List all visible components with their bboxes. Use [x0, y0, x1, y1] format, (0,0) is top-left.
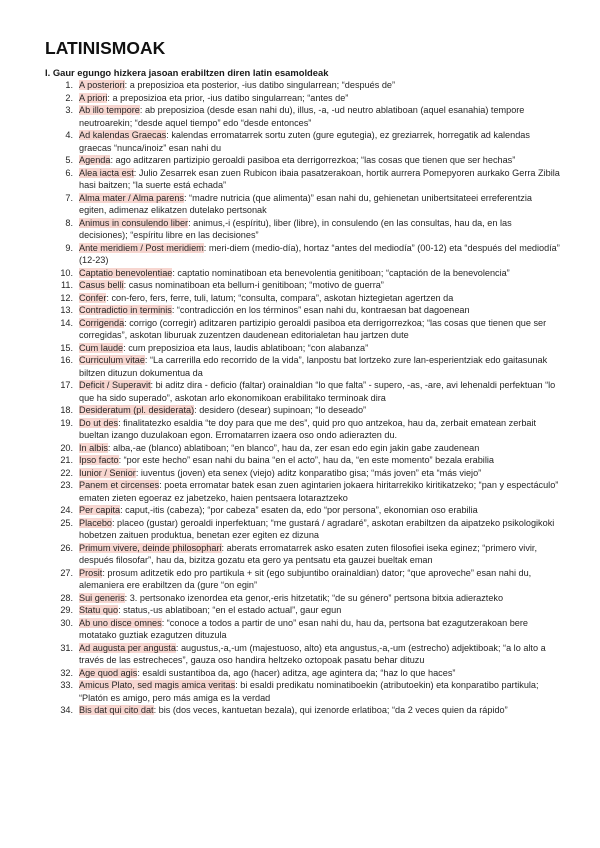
list-item	[0, 192, 600, 217]
term-description: : bi aditz dira - deficio (faltar) orainaldian “lo que falta” - supero, -as, -are, avi lehenaldi perfektuan “lo que ha sido superado”, askotan arlo ekonomikoan erabilitako terminoak dira	[79, 380, 556, 403]
term-description: : casus nominatiboan eta bellum-i genitiboan; “motivo de guerra”	[123, 280, 384, 290]
list-item	[0, 704, 600, 717]
term-description: : kalendas erromatarrek sortu zuten (gure egutegia), ez greziarrek, horregatik ad kalendas graecas “nunca/inoiz” esan nahi du	[79, 130, 530, 153]
latin-term-highlight: A priori	[79, 92, 108, 103]
term-description: : ago aditzaren partizipio geroaldi pasiboa eta derrigorrezkoa; “las cosas que tienen que ser hechas”	[110, 155, 516, 165]
latin-term-highlight: Confer	[79, 292, 107, 303]
list-item	[0, 667, 600, 680]
latin-term-highlight: Ante meridiem / Post meridiem	[79, 242, 204, 253]
latin-term-highlight: Do ut des	[79, 417, 119, 428]
latin-term-highlight: Ab uno disce omnes	[79, 617, 162, 628]
list-item	[0, 129, 600, 154]
term-description: : animus,-i (espíritu), liber (libre), in consulendo (en las consultas, hau da, en las decisiones); “espíritu libre en las decisiones”	[79, 217, 512, 240]
latin-term-highlight: Desideratum (pl. desiderata)	[79, 405, 195, 415]
list-item	[0, 504, 600, 517]
list-item-number: 12.	[60, 292, 73, 303]
term-description: : ab preposizioa (desde esan nahi du), illus, -a, -ud neutro ablatiboan (aquel esanahia) tempore neutroarekin; “desde aquel tiempo” edo “desde entonces”	[79, 105, 525, 128]
list-item-number: 9.	[65, 242, 73, 253]
latin-term-highlight: A posteriori	[79, 80, 125, 90]
list-item	[0, 292, 600, 305]
latin-term-highlight: Corrigenda	[79, 317, 125, 328]
list-item-number: 31.	[60, 642, 73, 653]
list-item	[0, 417, 600, 442]
list-item-number: 14.	[60, 317, 73, 328]
latin-term-highlight: In albis	[79, 442, 108, 453]
list-item	[0, 342, 600, 355]
latin-term-highlight: Captatio benevolentiae	[79, 267, 173, 278]
list-item-number: 28.	[60, 592, 73, 603]
list-item	[0, 454, 600, 467]
latin-term-highlight: Deficit / Superavit	[79, 380, 151, 390]
list-item-number: 24.	[60, 505, 73, 515]
list-item-number: 8.	[65, 217, 73, 228]
list-item-number: 4.	[65, 130, 73, 140]
term-description: : iuventus (joven) eta senex (viejo) aditz konparatibo gisa; “más joven” eta “más viejo”	[135, 467, 482, 478]
list-item	[0, 92, 600, 105]
term-description: : status,-us ablatiboan; “en el estado actual”, gaur egun	[118, 605, 342, 615]
latin-term-highlight: Alma mater / Alma parens	[79, 192, 184, 203]
latin-term-highlight: Ipso facto	[79, 455, 119, 465]
list-item	[0, 567, 600, 592]
latin-term-highlight: Prosit	[79, 567, 103, 578]
list-item-number: 32.	[60, 667, 73, 678]
list-item-number: 2.	[65, 92, 73, 103]
list-item-number: 34.	[60, 705, 73, 715]
latin-term-highlight: Iunior / Senior	[79, 467, 136, 478]
list-item-number: 26.	[60, 542, 73, 553]
list-item	[0, 267, 600, 280]
list-item-number: 16.	[60, 355, 73, 365]
term-description: : corrigo (corregir) aditzaren partizipio geroaldi pasiboa eta derrigorrezkoa; “las cosas que tienen que ser corregidas”, askotan liburuak zuzentzen daudenean editorialetan hau jartzen dute	[79, 317, 547, 340]
latin-term-highlight: Placebo	[79, 517, 112, 528]
list-item	[0, 304, 600, 317]
latin-term-highlight: Bis dat qui cito dat	[79, 705, 154, 715]
latin-term-highlight: Ad kalendas Graecas	[79, 130, 167, 140]
term-description: : aberats erromatarrek asko esaten zuten filosofiei iseka eginez; “primero vivir, después filosofar”, hau da, bizitza gozatu eta gero ya pentsatu eta gauzei bueltak eman	[79, 542, 537, 565]
latin-term-highlight: Animus in consulendo liber	[79, 217, 189, 228]
list-item-number: 6.	[65, 167, 73, 178]
list-item-number: 7.	[65, 192, 73, 203]
list-item-number: 33.	[60, 680, 73, 690]
list-item	[0, 542, 600, 567]
term-description: : “contradicción en los términos” esan nahi du, kontraesan bat dagoenean	[171, 305, 470, 315]
list-item	[0, 167, 600, 192]
term-description: : augustus,-a,-um (majestuoso, alto) eta angustus,-a,-um (estrecho) adjektiboak; “a lo alto a través de las estrecheces”, gauza oso handira heltzeko oztopoak pasatu behar dituzu	[79, 642, 546, 665]
latin-term-highlight: Amicus Plato, sed magis amica veritas	[79, 680, 236, 690]
latin-term-highlight: Alea iacta est	[79, 167, 134, 178]
latinism-list	[0, 79, 600, 717]
term-description: : caput,-itis (cabeza); “por cabeza” esaten da, edo “por persona”, ekonomian oso erabilia	[120, 505, 478, 515]
list-item-number: 19.	[60, 417, 73, 428]
term-description: : prosum aditzetik edo pro partikula + sit (ego subjuntibo orainaldian) dator; “que aproveche” esan nahi du, alemaniera ere erabiltzen da (gure “on egin”	[79, 567, 532, 590]
list-item-number: 1.	[65, 80, 73, 90]
term-description: : “madre nutricia (que alimenta)” esan nahi du, gehienetan unibertsitateei erreferentzia egiten, adimenaz elikatzen dutelako pertsonak	[79, 192, 532, 215]
list-item	[0, 354, 600, 379]
term-description: : finalitatezko esaldia “te doy para que me des”, quid pro quo antzekoa, hau da, zerbait ematean zerbait bueltan izango duzulakoan egon. Erromatarren izaera oso ondo adierazten du.	[79, 417, 537, 440]
term-description: : a preposizioa eta posterior, -ius datibo singularrean; “después de”	[124, 80, 396, 90]
latin-term-highlight: Ad augusta per angusta	[79, 642, 176, 653]
term-description: : alba,-ae (blanco) ablatiboan; “en blanco”, hau da, zer esan edo egin jakin gabe zaudenean	[107, 442, 480, 453]
latin-term-highlight: Panem et circenses	[79, 480, 160, 490]
latin-term-highlight: Sui generis	[79, 592, 125, 603]
list-item-number: 20.	[60, 442, 73, 453]
latin-term-highlight: Primum vivere, deinde philosophari	[79, 542, 222, 553]
list-item-number: 17.	[60, 380, 73, 390]
latin-term-highlight: Contradictio in terminis	[79, 305, 172, 315]
list-item-number: 10.	[60, 267, 73, 278]
list-item	[0, 154, 600, 167]
term-description: : “por este hecho” esan nahi du baina “en el acto”, hau da, “en este momento” bezala erabilia	[118, 455, 494, 465]
list-item	[0, 242, 600, 267]
term-description: : “La carrerilla edo recorrido de la vida”, lanpostu bat lortzeko zure lan-esperientziak edo gaitasunak biltzen dituzun dokumentua da	[79, 355, 548, 378]
list-item-number: 18.	[60, 405, 73, 415]
list-item-number: 5.	[65, 155, 73, 165]
list-item-number: 15.	[60, 342, 73, 353]
term-description: : Julio Zesarrek esan zuen Rubicon ibaia pasatzerakoan, hortik aurrera Pomepyoren aurkako Gerra Zibila hasi baitzen; “la suerte está echada”	[79, 167, 560, 190]
latin-term-highlight: Cum laude	[79, 342, 124, 353]
latin-term-highlight: Curriculum vitae	[79, 355, 145, 365]
section-heading: I. Gaur egungo hizkera jasoan erabiltzen diren latin esamoldeak	[45, 67, 329, 78]
list-item	[0, 592, 600, 605]
term-description: : poeta erromatar batek esan zuen agintarien jokaera hiritarrekiko kiritikatzeko; “pan y espectáculo” ematen zieten egoeraz ez jabetzeko, haien pentsaera lotaraztzeko	[79, 480, 559, 503]
term-description: : esaldi sustantiboa da, ago (hacer) aditza, age agintera da; “haz lo que haces”	[137, 667, 456, 678]
list-item	[0, 379, 600, 404]
list-item	[0, 517, 600, 542]
list-item	[0, 479, 600, 504]
list-item-number: 3.	[65, 105, 73, 115]
term-description: : bi esaldi predikatu nominatiboekin (atributoekin) eta konparatibo partikula; “Platón es amigo, pero más amiga es la verdad	[79, 680, 539, 703]
list-item-number: 25.	[60, 517, 73, 528]
term-description: : con-fero, fers, ferre, tuli, latum; “consulta, compara”, askotan hiztegietan agertzen da	[106, 292, 454, 303]
list-item-number: 27.	[60, 567, 73, 578]
document-title: LATINISMOAK	[45, 38, 166, 58]
list-item-number: 29.	[60, 605, 73, 615]
term-description: : a preposizioa eta prior, -ius datibo singularrean; “antes de”	[107, 92, 349, 103]
list-item-number: 30.	[60, 617, 73, 628]
latin-term-highlight: Ab illo tempore	[79, 105, 140, 115]
latin-term-highlight: Casus belli	[79, 280, 124, 290]
term-description: : placeo (gustar) geroaldi inperfektuan; “me gustará / agradaré”, askotan erabiltzen da aipatzeko psikologikoki hobetzen zaituen produktua, benetan ezer egiten ez dizuna	[79, 517, 555, 540]
latin-term-highlight: Statu quo	[79, 605, 119, 615]
term-description: : meri-diem (medio-día), hortaz “antes del mediodía” (00-12) eta “después del mediodía” (12-23)	[79, 242, 560, 265]
list-item	[0, 404, 600, 417]
list-item	[0, 104, 600, 129]
list-item	[0, 217, 600, 242]
list-item	[0, 604, 600, 617]
list-item	[0, 442, 600, 455]
term-description: : 3. pertsonako izenordea eta genor,-eris hitzetatik; “de su género” pertsona bitxia adierazteko	[124, 592, 504, 603]
term-description: : “conoce a todos a partir de uno” esan nahi du, hau da, pertsona bat ezagutzerakoan bere motatako guztiak ezagutzen dituzula	[79, 617, 528, 640]
term-description: : desidero (desear) supinoan; “lo deseado”	[194, 405, 367, 415]
term-description: : captatio nominatiboan eta benevolentia genitiboan; “captación de la benevolencia”	[172, 267, 510, 278]
list-item	[0, 467, 600, 480]
list-item-number: 23.	[60, 480, 73, 490]
list-item	[0, 317, 600, 342]
list-item-number: 11.	[60, 280, 73, 290]
list-item-number: 21.	[60, 455, 73, 465]
list-item	[0, 279, 600, 292]
list-item-number: 13.	[60, 305, 73, 315]
term-description: : cum preposizioa eta laus, laudis ablatiboan; “con alabanza”	[123, 342, 369, 353]
list-item	[0, 679, 600, 704]
latin-term-highlight: Age quod agis	[79, 667, 138, 678]
list-item	[0, 79, 600, 92]
latin-term-highlight: Agenda	[79, 155, 111, 165]
list-item	[0, 617, 600, 642]
list-item	[0, 642, 600, 667]
list-item-number: 22.	[60, 467, 73, 478]
latin-term-highlight: Per capita	[79, 505, 121, 515]
term-description: : bis (dos veces, kantuetan bezala), qui izenorde erlatiboa; “da 2 veces quien da rápido”	[153, 705, 508, 715]
